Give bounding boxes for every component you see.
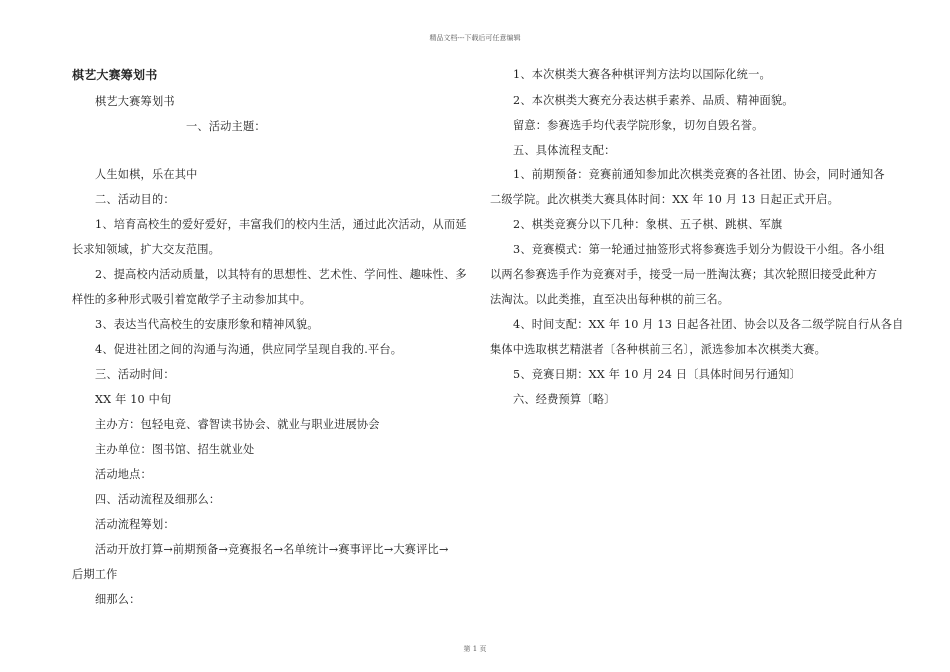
paragraph: 留意：参赛选手均代表学院形象，切勿自毁名誉。 <box>513 119 764 132</box>
paragraph: 法淘汰。以此类推，直至决出每种棋的前三名。 <box>490 293 730 306</box>
section-heading-schedule: 五、具体流程支配： <box>513 144 616 157</box>
paragraph: 活动流程筹划： <box>95 518 175 531</box>
subtitle: 棋艺大赛筹划书 <box>95 95 175 108</box>
paragraph: 长求知领域，扩大交友范围。 <box>72 243 221 256</box>
paragraph: 集体中选取棋艺精湛者〔各种棋前三名〕，派选参加本次棋类大赛。 <box>490 343 827 356</box>
paragraph: 细那么： <box>95 593 141 606</box>
section-heading-process: 四、活动流程及细那么： <box>95 493 221 506</box>
page-number: 第 1 页 <box>463 645 487 653</box>
document-title: 棋艺大赛筹划书 <box>72 68 158 82</box>
paragraph: 2、提高校内活动质量，以其特有的思想性、艺术性、学问性、趣味性、多 <box>95 268 467 281</box>
paragraph: 4、时间支配：XX 年 10 月 13 日起各社团、协会以及各二级学院自行从各自 <box>513 318 904 331</box>
paragraph: 人生如棋，乐在其中 <box>95 168 198 181</box>
paragraph: 1、前期预备：竞赛前通知参加此次棋类竞赛的各社团、协会，同时通知各 <box>513 168 885 181</box>
paragraph: 活动地点： <box>95 468 152 481</box>
paragraph: 主办方：包轻电竞、睿智读书协会、就业与职业进展协会 <box>95 418 380 431</box>
paragraph: XX 年 10 中旬 <box>95 393 172 406</box>
paragraph: 2、本次棋类大赛充分表达棋手素养、品质、精神面貌。 <box>513 94 794 107</box>
section-heading-time: 三、活动时间： <box>95 368 175 381</box>
paragraph: 主办单位：图书馆、招生就业处 <box>95 443 255 456</box>
paragraph: 2、棋类竞赛分以下几种：象棋、五子棋、跳棋、军旗 <box>513 218 783 231</box>
paragraph: 3、表达当代高校生的安康形象和精神风貌。 <box>95 318 319 331</box>
paragraph: 后期工作 <box>72 568 118 581</box>
section-heading-theme: 一、活动主题： <box>186 120 266 133</box>
paragraph: 二级学院。此次棋类大赛具体时间：XX 年 10 月 13 日起正式开启。 <box>490 193 840 206</box>
section-heading-purpose: 二、活动目的： <box>95 193 175 206</box>
paragraph: 4、促进社团之间的沟通与沟通，供应同学呈现自我的.平台。 <box>95 343 403 356</box>
page-header: 精品文档---下载后可任意编辑 <box>429 34 521 42</box>
paragraph: 1、培育高校生的爱好爱好，丰富我们的校内生活，通过此次活动，从而延 <box>95 218 467 231</box>
paragraph: 1、本次棋类大赛各种棋评判方法均以国际化统一。 <box>513 68 771 81</box>
paragraph: 3、竞赛模式：第一轮通过抽签形式将参赛选手划分为假设干小组。各小组 <box>513 243 885 256</box>
paragraph: 活动开放打算→前期预备→竞赛报名→名单统计→赛事评比→大赛评比→ <box>95 543 449 556</box>
section-heading-budget: 六、经费预算〔略〕 <box>513 393 616 406</box>
paragraph: 样性的多种形式吸引着宽敞学子主动参加其中。 <box>72 293 312 306</box>
paragraph: 5、竞赛日期：XX 年 10 月 24 日〔具体时间另行通知〕 <box>513 368 802 381</box>
paragraph: 以两名参赛选手作为竞赛对手，接受一局一胜淘汰赛；其次轮照旧接受此种方 <box>490 268 878 281</box>
